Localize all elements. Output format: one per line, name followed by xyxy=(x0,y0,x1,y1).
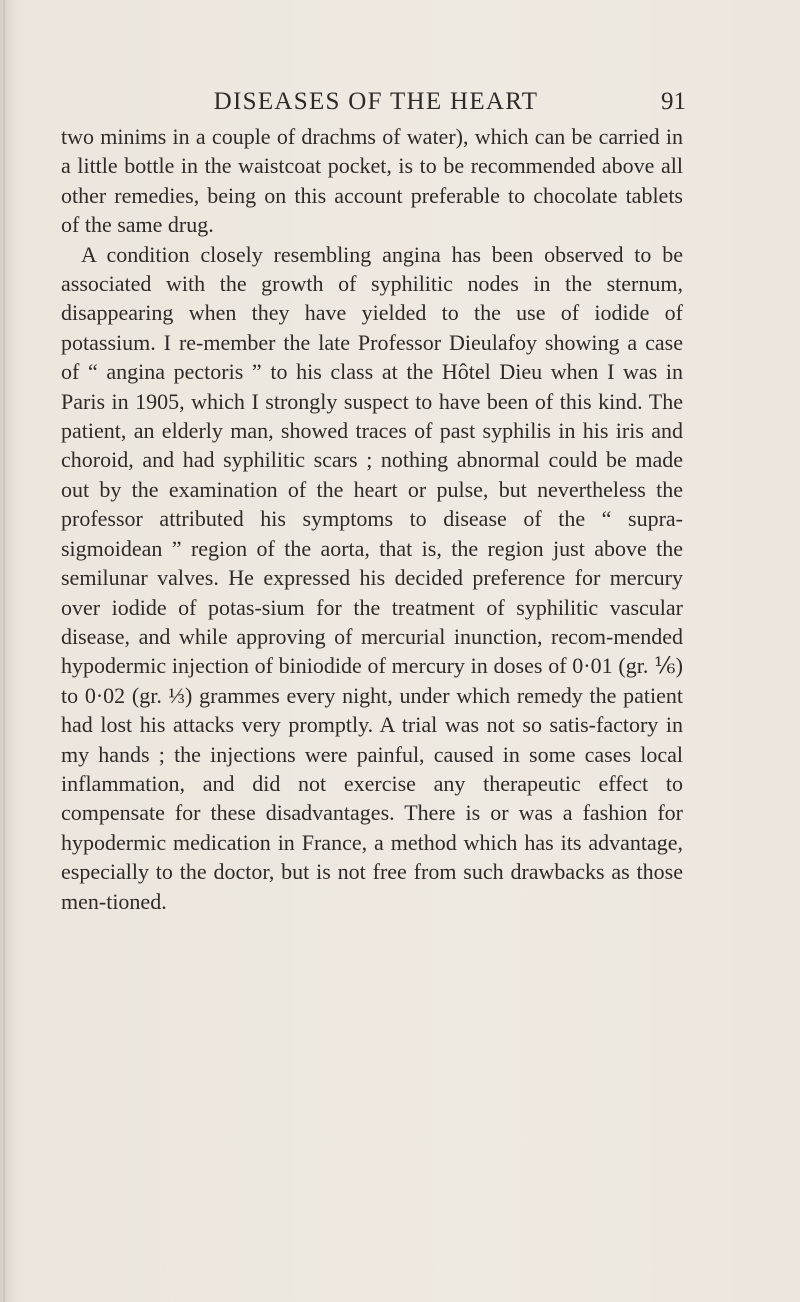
paragraph-continuation: two minims in a couple of drachms of water), which can be carried in a little bottle in the waistcoat pocket, is to be recommended above all other remedies, being on this account preferable to chocolate tablets of the same drug. xyxy=(61,124,683,238)
body-text xyxy=(61,122,683,916)
page-number: 91 xyxy=(661,88,686,115)
running-head-title: DISEASES OF THE HEART xyxy=(213,88,539,115)
binding-edge xyxy=(3,0,5,1302)
paragraph-syphilitic-angina: A condition closely resembling angina has been observed to be associated with the growth of syphilitic nodes in the sternum, disappearing when they have yielded to the use of iodide of potassium. I re-member the late Professor Dieulafoy showing a case of “ angina pectoris ” to his class at the Hôtel Dieu when I was in Paris in 1905, which I strongly suspect to have been of this kind. The patient, an elderly man, showed traces of past syphilis in his iris and choroid, and had syphilitic scars ; nothing abnormal could be made out by the examination of the heart or pulse, but nevertheless the professor attributed his symptoms to disease of the “ supra-sigmoidean ” region of the aorta, that is, the region just above the semilunar valves. He expressed his decided preference for mercury over iodide of potas-sium for the treatment of syphilitic vascular disease, and while approving of mercurial inunction, recom-mended hypodermic injection of biniodide of mercury in doses of 0·01 (gr. ⅙) to 0·02 (gr. ⅓) grammes every night, under which remedy the patient had lost his attacks very promptly. A trial was not so satis-factory in my hands ; the injections were painful, caused in some cases local inflammation, and did not exercise any therapeutic effect to compensate for these disadvantages. There is or was a fashion for hypodermic medication in France, a method which has its advantage, especially to the doctor, but is not free from such drawbacks as those men-tioned. xyxy=(61,241,683,914)
running-head xyxy=(96,86,686,118)
